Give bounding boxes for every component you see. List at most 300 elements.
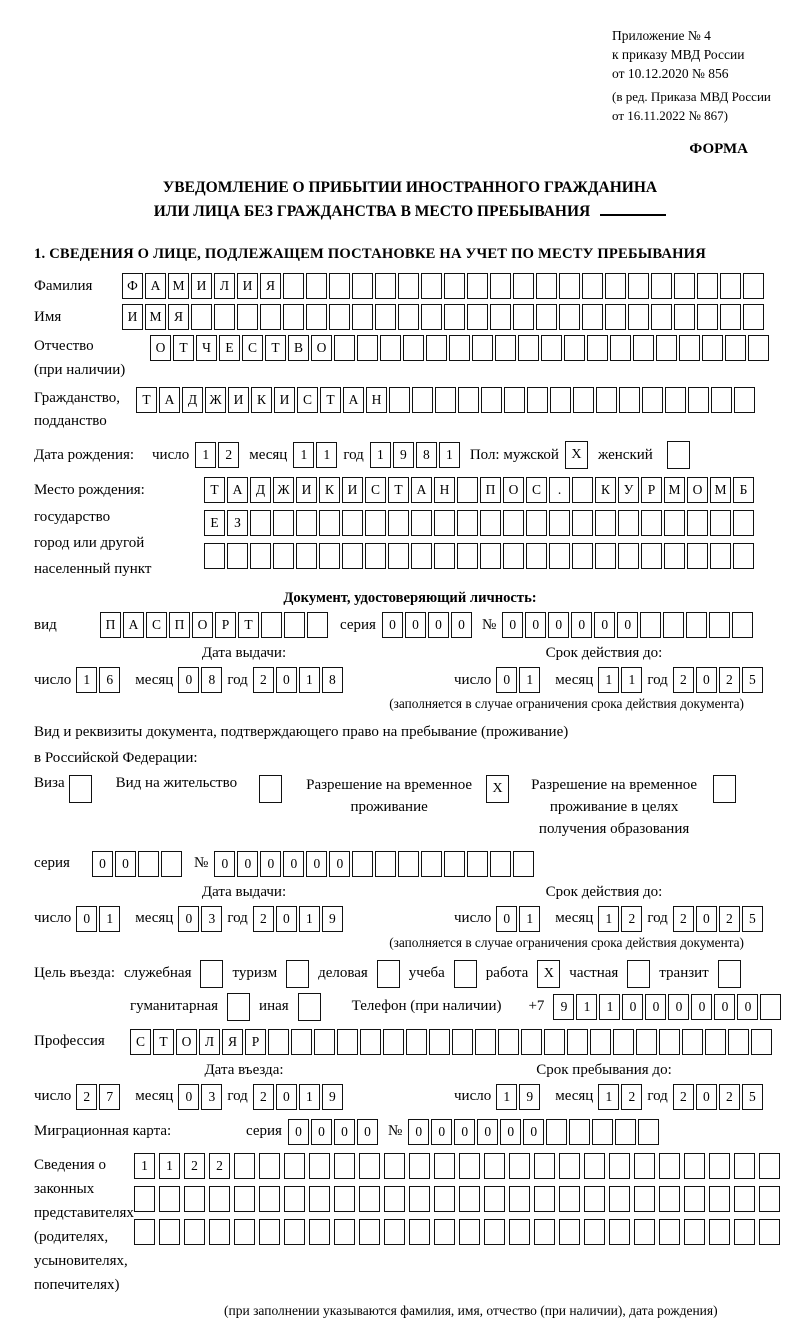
char-cell (587, 335, 608, 361)
char-cell: Т (265, 335, 286, 361)
char-cell (640, 612, 661, 638)
char-cell: 3 (201, 1084, 222, 1110)
char-cell (449, 335, 470, 361)
doc-number-label: № (481, 616, 497, 633)
char-cell (480, 510, 501, 536)
char-cell (159, 1219, 180, 1245)
temp-residence-edu-checkbox (713, 775, 736, 803)
char-cell: Р (245, 1029, 266, 1055)
char-cell: 1 (519, 667, 540, 693)
char-cell (237, 304, 258, 330)
char-cell (751, 1029, 772, 1055)
citizenship-cells (136, 387, 755, 413)
char-cell: С (146, 612, 167, 638)
char-cell (759, 1186, 780, 1212)
char-cell (184, 1186, 205, 1212)
char-cell (513, 851, 534, 877)
char-cell: 7 (99, 1084, 120, 1110)
char-cell: 0 (696, 1084, 717, 1110)
doc-series-cells (382, 612, 472, 638)
char-cell (459, 1186, 480, 1212)
stay-until-header: Срок пребывания до: (536, 1061, 672, 1078)
entry-date-header: Дата въезда: (204, 1061, 284, 1078)
stay-until-date (454, 1084, 763, 1110)
char-cell (359, 1186, 380, 1212)
char-cell: 1 (76, 667, 97, 693)
char-cell (759, 1219, 780, 1245)
year-label: год (227, 671, 248, 688)
char-cell: И (274, 387, 295, 413)
char-cell: И (237, 273, 258, 299)
char-cell (406, 1029, 427, 1055)
char-cell (334, 1219, 355, 1245)
char-cell: 0 (594, 612, 615, 638)
representatives-cells-2 (134, 1186, 780, 1212)
char-cell (725, 335, 746, 361)
purpose-humanitarian-label: гуманитарная (130, 998, 219, 1015)
char-cell (484, 1186, 505, 1212)
char-cell: 2 (253, 1084, 274, 1110)
permit-issue-year-cells (253, 906, 343, 932)
char-cell (651, 304, 672, 330)
birth-day-cells (195, 442, 239, 468)
char-cell: 2 (621, 906, 642, 932)
char-cell (550, 387, 571, 413)
char-cell (659, 1153, 680, 1179)
char-cell (569, 1119, 590, 1145)
char-cell (291, 1029, 312, 1055)
birth-month-cells (293, 442, 337, 468)
birth-year-cells (370, 442, 460, 468)
profession-cells (130, 1029, 772, 1055)
char-cell (403, 335, 424, 361)
char-cell (457, 477, 478, 503)
char-cell: 1 (598, 906, 619, 932)
given-name-label: Имя (34, 308, 62, 325)
char-cell (484, 1153, 505, 1179)
citizenship-row (34, 387, 786, 434)
sex-label: Пол: мужской (469, 446, 559, 463)
sex-female-checkbox (667, 441, 690, 469)
given-name-row (34, 304, 786, 330)
char-cell: 0 (571, 612, 592, 638)
revision-line-1: (в ред. Приказа МВД России (612, 89, 771, 105)
char-cell (628, 304, 649, 330)
char-cell (342, 510, 363, 536)
char-cell (490, 304, 511, 330)
permit-expiry-day-cells (496, 906, 540, 932)
appendix-line-3: от 10.12.2020 № 856 (612, 66, 729, 82)
day-label: число (34, 910, 72, 927)
char-cell: 2 (673, 667, 694, 693)
char-cell: 0 (178, 667, 199, 693)
patronymic-row (34, 335, 786, 382)
char-cell: О (150, 335, 171, 361)
char-cell: 0 (523, 1119, 544, 1145)
char-cell: Д (250, 477, 271, 503)
doc-type-row (34, 612, 786, 638)
char-cell (697, 304, 718, 330)
char-cell: 0 (178, 1084, 199, 1110)
char-cell: 3 (201, 906, 222, 932)
char-cell: Е (219, 335, 240, 361)
representatives-cells-1 (134, 1153, 780, 1179)
identity-doc-header: Документ, удостоверяющий личность: (283, 590, 537, 607)
char-cell (457, 543, 478, 569)
char-cell (307, 612, 328, 638)
purpose-humanitarian-checkbox (227, 993, 250, 1021)
char-cell: О (503, 477, 524, 503)
char-cell (409, 1186, 430, 1212)
char-cell (334, 1186, 355, 1212)
char-cell: 1 (99, 906, 120, 932)
permit-expiry-year-cells (673, 906, 763, 932)
char-cell: И (296, 477, 317, 503)
char-cell (559, 304, 580, 330)
representatives-cells-3 (134, 1219, 780, 1245)
char-cell: С (526, 477, 547, 503)
char-cell: 9 (393, 442, 414, 468)
purpose-private-checkbox (627, 960, 650, 988)
char-cell: М (168, 273, 189, 299)
char-cell: Н (366, 387, 387, 413)
char-cell (161, 851, 182, 877)
permit-expiry-header: Срок действия до: (545, 883, 663, 900)
temp-residence-edu-label: Разрешение на временное проживание в целях получения образования (531, 777, 698, 837)
char-cell: Я (260, 273, 281, 299)
visa-checkbox (69, 775, 92, 803)
char-cell (209, 1219, 230, 1245)
char-cell (389, 387, 410, 413)
char-cell (352, 304, 373, 330)
char-cell: 0 (496, 667, 517, 693)
char-cell (536, 273, 557, 299)
char-cell (459, 1153, 480, 1179)
char-cell (481, 387, 502, 413)
entry-month-cells (178, 1084, 222, 1110)
month-label: месяц (135, 910, 174, 927)
char-cell: К (595, 477, 616, 503)
char-cell (459, 1219, 480, 1245)
char-cell (733, 543, 754, 569)
char-cell (609, 1219, 630, 1245)
char-cell (296, 510, 317, 536)
char-cell (584, 1219, 605, 1245)
char-cell: 1 (299, 667, 320, 693)
char-cell: 0 (696, 906, 717, 932)
year-label: год (227, 910, 248, 927)
doc-issue-header: Дата выдачи: (201, 645, 287, 662)
sex-female-label: женский (597, 446, 653, 463)
permit-serial-row (34, 851, 786, 877)
char-cell: И (342, 477, 363, 503)
char-cell (684, 1153, 705, 1179)
char-cell: П (169, 612, 190, 638)
purpose-transit-checkbox (718, 960, 741, 988)
char-cell (613, 1029, 634, 1055)
char-cell (259, 1153, 280, 1179)
char-cell: У (618, 477, 639, 503)
month-label: месяц (555, 910, 594, 927)
char-cell (284, 1186, 305, 1212)
char-cell: А (159, 387, 180, 413)
char-cell: 0 (502, 612, 523, 638)
char-cell (467, 304, 488, 330)
char-cell (337, 1029, 358, 1055)
doc-issue-date (34, 667, 454, 693)
char-cell (705, 1029, 726, 1055)
char-cell: 0 (451, 612, 472, 638)
char-cell: 0 (276, 667, 297, 693)
char-cell: 8 (322, 667, 343, 693)
char-cell: О (192, 612, 213, 638)
char-cell: 1 (599, 994, 620, 1020)
char-cell: 0 (214, 851, 235, 877)
char-cell (549, 543, 570, 569)
char-cell (398, 273, 419, 299)
char-cell (710, 510, 731, 536)
surname-row (34, 273, 786, 299)
char-cell (687, 510, 708, 536)
char-cell: 0 (500, 1119, 521, 1145)
char-cell (444, 304, 465, 330)
char-cell (296, 543, 317, 569)
char-cell: 1 (293, 442, 314, 468)
char-cell (720, 304, 741, 330)
char-cell (709, 612, 730, 638)
char-cell (619, 387, 640, 413)
char-cell (674, 273, 695, 299)
char-cell: 8 (416, 442, 437, 468)
doc-expiry-day-cells (496, 667, 540, 693)
char-cell (546, 1119, 567, 1145)
day-label: число (152, 446, 190, 463)
birth-date-label: Дата рождения: (34, 446, 135, 463)
representatives-label-3: представителях (34, 1204, 134, 1221)
char-cell (549, 510, 570, 536)
char-cell (659, 1186, 680, 1212)
char-cell (592, 1119, 613, 1145)
char-cell (283, 273, 304, 299)
char-cell (509, 1219, 530, 1245)
char-cell: О (687, 477, 708, 503)
char-cell (457, 510, 478, 536)
char-cell: К (319, 477, 340, 503)
char-cell (590, 1029, 611, 1055)
char-cell: 1 (370, 442, 391, 468)
char-cell: 0 (382, 612, 403, 638)
char-cell (734, 387, 755, 413)
char-cell (359, 1153, 380, 1179)
char-cell (526, 543, 547, 569)
permit-dates-header (34, 884, 786, 901)
char-cell: 1 (598, 667, 619, 693)
char-cell (534, 1219, 555, 1245)
char-cell: И (228, 387, 249, 413)
char-cell (638, 1119, 659, 1145)
purpose-row (34, 960, 786, 988)
char-cell: 0 (178, 906, 199, 932)
char-cell: Т (173, 335, 194, 361)
purpose-transit-label: транзит (659, 965, 709, 982)
permit-issue-month-cells (178, 906, 222, 932)
year-label: год (227, 1088, 248, 1105)
char-cell (261, 612, 282, 638)
char-cell (665, 387, 686, 413)
char-cell: 0 (237, 851, 258, 877)
char-cell (559, 1219, 580, 1245)
char-cell (309, 1153, 330, 1179)
char-cell (284, 1219, 305, 1245)
doc-expiry-year-cells (673, 667, 763, 693)
char-cell: М (664, 477, 685, 503)
char-cell (365, 543, 386, 569)
char-cell (214, 304, 235, 330)
char-cell: 2 (673, 906, 694, 932)
char-cell: 9 (322, 1084, 343, 1110)
permit-issue-header: Дата выдачи: (201, 883, 287, 900)
month-label: месяц (249, 446, 288, 463)
char-cell (426, 335, 447, 361)
birth-place-cells-1 (204, 477, 754, 503)
char-cell (709, 1153, 730, 1179)
char-cell: 0 (92, 851, 113, 877)
representatives-row (34, 1153, 786, 1297)
char-cell (191, 304, 212, 330)
migration-card-row (34, 1119, 786, 1145)
entry-day-cells (76, 1084, 120, 1110)
char-cell (458, 387, 479, 413)
day-label: число (454, 671, 492, 688)
char-cell: О (176, 1029, 197, 1055)
char-cell (284, 612, 305, 638)
char-cell: С (297, 387, 318, 413)
surname-label: Фамилия (34, 277, 93, 294)
purpose-tourism-checkbox (286, 960, 309, 988)
char-cell (651, 273, 672, 299)
char-cell: С (365, 477, 386, 503)
purpose-work-checkbox: X (537, 960, 560, 988)
char-cell (375, 851, 396, 877)
char-cell: Т (136, 387, 157, 413)
char-cell (314, 1029, 335, 1055)
char-cell: Д (182, 387, 203, 413)
title-blank-line (600, 203, 666, 216)
birth-place-label: Место рождения: (34, 482, 145, 499)
char-cell: 5 (742, 667, 763, 693)
char-cell (411, 510, 432, 536)
char-cell: 0 (477, 1119, 498, 1145)
form-mark: ФОРМА (689, 141, 748, 158)
doc-expiry-header: Срок действия до: (545, 645, 663, 662)
char-cell: С (242, 335, 263, 361)
phone-label: Телефон (при наличии) (351, 998, 502, 1015)
char-cell (734, 1219, 755, 1245)
day-label: число (454, 910, 492, 927)
char-cell (618, 543, 639, 569)
char-cell: 1 (299, 906, 320, 932)
char-cell (421, 273, 442, 299)
char-cell (467, 851, 488, 877)
residence-permit-checkbox (259, 775, 282, 803)
char-cell (306, 304, 327, 330)
day-label: число (34, 1088, 72, 1105)
char-cell: П (100, 612, 121, 638)
char-cell: 5 (742, 906, 763, 932)
char-cell: 2 (719, 1084, 740, 1110)
char-cell (134, 1219, 155, 1245)
char-cell (659, 1029, 680, 1055)
char-cell (686, 612, 707, 638)
char-cell (329, 273, 350, 299)
char-cell: 0 (408, 1119, 429, 1145)
char-cell (384, 1219, 405, 1245)
char-cell (760, 994, 781, 1020)
char-cell: Т (320, 387, 341, 413)
char-cell (306, 273, 327, 299)
birth-place-cells-2 (204, 510, 754, 536)
doc-type-cells (100, 612, 328, 638)
char-cell (596, 387, 617, 413)
char-cell (319, 543, 340, 569)
char-cell (641, 543, 662, 569)
char-cell: 1 (439, 442, 460, 468)
char-cell: 8 (201, 667, 222, 693)
char-cell: Е (204, 510, 225, 536)
char-cell (365, 510, 386, 536)
birth-place-city-label-1: город или другой (34, 534, 145, 551)
migration-number-label: № (387, 1123, 403, 1140)
char-cell: 0 (405, 612, 426, 638)
year-label: год (343, 446, 364, 463)
char-cell: Я (222, 1029, 243, 1055)
entry-dates-row (34, 1084, 786, 1110)
migration-number-cells (408, 1119, 659, 1145)
birth-date-row (34, 441, 786, 469)
phone-cells (553, 994, 781, 1020)
month-label: месяц (555, 1088, 594, 1105)
char-cell (159, 1186, 180, 1212)
doc-number-cells (502, 612, 753, 638)
char-cell: 0 (548, 612, 569, 638)
char-cell (434, 1186, 455, 1212)
char-cell (490, 273, 511, 299)
char-cell (388, 510, 409, 536)
char-cell (521, 1029, 542, 1055)
char-cell (509, 1153, 530, 1179)
purpose-label: Цель въезда: (34, 965, 115, 982)
char-cell (527, 387, 548, 413)
char-cell (615, 1119, 636, 1145)
char-cell (398, 851, 419, 877)
given-name-cells (122, 304, 764, 330)
char-cell (375, 304, 396, 330)
char-cell (605, 273, 626, 299)
char-cell (518, 335, 539, 361)
char-cell (268, 1029, 289, 1055)
year-label: год (647, 671, 668, 688)
char-cell: 0 (260, 851, 281, 877)
char-cell: Т (204, 477, 225, 503)
char-cell (472, 335, 493, 361)
char-cell (656, 335, 677, 361)
char-cell (360, 1029, 381, 1055)
stay-until-day-cells (496, 1084, 540, 1110)
entry-date (34, 1084, 454, 1110)
month-label: месяц (135, 1088, 174, 1105)
doc-dates-header (34, 645, 786, 662)
char-cell: 5 (742, 1084, 763, 1110)
